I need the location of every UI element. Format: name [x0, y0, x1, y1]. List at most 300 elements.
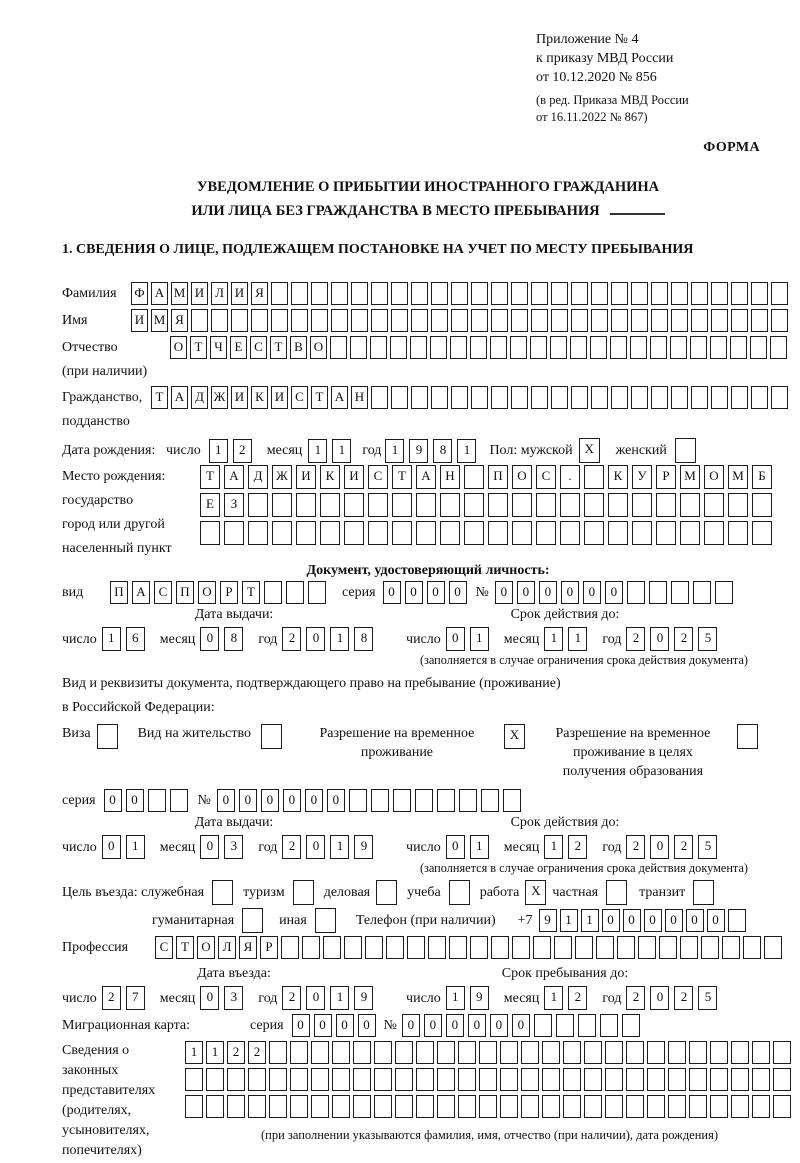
id-expiry-month-cell[interactable]: 1 [568, 627, 587, 651]
stay-issue-year-cell[interactable]: 2 [282, 835, 301, 859]
stay-series-cell[interactable] [170, 789, 188, 812]
profession-cell[interactable] [344, 936, 362, 959]
doc-number-cell[interactable] [671, 581, 689, 604]
representatives-cell[interactable] [248, 1068, 266, 1091]
birthplace-cell[interactable] [224, 521, 244, 545]
birthplace-cell[interactable]: З [224, 493, 244, 517]
given-name-cell[interactable] [231, 309, 248, 332]
visa-checkbox-cell[interactable] [97, 724, 118, 749]
given-name-cell[interactable] [331, 309, 348, 332]
surname-cell[interactable] [371, 282, 388, 305]
profession-cell[interactable] [701, 936, 719, 959]
birthplace-cell[interactable] [608, 493, 628, 517]
patronymic-cell[interactable]: Т [190, 336, 207, 359]
stay-series-cell[interactable] [148, 789, 166, 812]
phone-cell[interactable]: 0 [644, 909, 662, 932]
citizenship-cell[interactable]: С [291, 386, 308, 409]
patronymic-cell[interactable] [590, 336, 607, 359]
birth-year-cell[interactable]: 1 [385, 439, 404, 463]
surname-cell[interactable]: Л [211, 282, 228, 305]
profession-cell[interactable] [722, 936, 740, 959]
surname-cell[interactable] [491, 282, 508, 305]
birthplace-cell[interactable] [368, 521, 388, 545]
until-day-cell[interactable]: 1 [446, 986, 465, 1010]
stay-number-cell[interactable] [415, 789, 433, 812]
phone-cell[interactable]: 1 [560, 909, 578, 932]
surname-cell[interactable]: Я [251, 282, 268, 305]
patronymic-cell[interactable] [490, 336, 507, 359]
migration-card-series-cell[interactable]: 0 [358, 1014, 376, 1037]
representatives-cell[interactable] [773, 1041, 791, 1064]
citizenship-cell[interactable]: К [251, 386, 268, 409]
representatives-cell[interactable] [437, 1041, 455, 1064]
doc-type-cell[interactable]: Р [220, 581, 238, 604]
representatives-cell[interactable] [710, 1041, 728, 1064]
id-issue-year-cell[interactable]: 0 [306, 627, 325, 651]
stay-issue-day-cell[interactable]: 1 [126, 835, 145, 859]
surname-cell[interactable] [731, 282, 748, 305]
stay-number-cell[interactable] [459, 789, 477, 812]
representatives-cell[interactable] [689, 1095, 707, 1118]
representatives-cell[interactable] [752, 1068, 770, 1091]
given-name-cell[interactable] [371, 309, 388, 332]
birthplace-cell[interactable] [368, 493, 388, 517]
representatives-cell[interactable] [689, 1041, 707, 1064]
birth-day-cell[interactable]: 1 [209, 439, 228, 463]
representatives-cell[interactable] [248, 1095, 266, 1118]
purpose-study-checkbox-cell[interactable] [449, 880, 470, 905]
surname-cell[interactable] [771, 282, 788, 305]
representatives-cell[interactable] [353, 1095, 371, 1118]
profession-cell[interactable] [407, 936, 425, 959]
given-name-cell[interactable]: И [131, 309, 148, 332]
profession-cell[interactable]: Т [176, 936, 194, 959]
representatives-cell[interactable] [269, 1095, 287, 1118]
birthplace-cell[interactable] [392, 493, 412, 517]
birthplace-cell[interactable] [656, 493, 676, 517]
citizenship-cell[interactable] [571, 386, 588, 409]
given-name-cell[interactable] [291, 309, 308, 332]
profession-cell[interactable] [491, 936, 509, 959]
birthplace-cell[interactable]: Ж [272, 465, 292, 489]
profession-cell[interactable] [743, 936, 761, 959]
purpose-work-checkbox-cell[interactable]: X [525, 880, 546, 905]
surname-cell[interactable] [431, 282, 448, 305]
entry-day-cell[interactable]: 2 [102, 986, 121, 1010]
doc-number-cell[interactable]: 0 [517, 581, 535, 604]
stay-number-cell[interactable]: 0 [261, 789, 279, 812]
birthplace-cell[interactable] [536, 521, 556, 545]
citizenship-cell[interactable] [671, 386, 688, 409]
patronymic-cell[interactable] [730, 336, 747, 359]
surname-cell[interactable] [631, 282, 648, 305]
stay-number-cell[interactable]: 0 [305, 789, 323, 812]
purpose-private-checkbox-cell[interactable] [606, 880, 627, 905]
stay-number-cell[interactable]: 0 [217, 789, 235, 812]
given-name-cell[interactable] [431, 309, 448, 332]
migration-card-number-cell[interactable] [556, 1014, 574, 1037]
doc-number-cell[interactable]: 0 [561, 581, 579, 604]
birthplace-cell[interactable] [584, 465, 604, 489]
profession-cell[interactable] [323, 936, 341, 959]
purpose-tourism-checkbox-cell[interactable] [293, 880, 314, 905]
citizenship-cell[interactable]: Ж [211, 386, 228, 409]
representatives-cell[interactable] [605, 1095, 623, 1118]
representatives-cell[interactable] [710, 1095, 728, 1118]
representatives-cell[interactable] [395, 1068, 413, 1091]
stay-issue-year-cell[interactable]: 9 [354, 835, 373, 859]
patronymic-cell[interactable] [510, 336, 527, 359]
profession-cell[interactable]: С [155, 936, 173, 959]
phone-cell[interactable] [728, 909, 746, 932]
given-name-cell[interactable] [751, 309, 768, 332]
birth-day-cell[interactable]: 2 [233, 439, 252, 463]
birthplace-cell[interactable] [656, 521, 676, 545]
birthplace-cell[interactable]: И [344, 465, 364, 489]
migration-card-series-cell[interactable]: 0 [336, 1014, 354, 1037]
until-year-cell[interactable]: 5 [698, 986, 717, 1010]
birthplace-cell[interactable]: К [608, 465, 628, 489]
phone-cell[interactable]: 0 [686, 909, 704, 932]
citizenship-cell[interactable] [371, 386, 388, 409]
profession-cell[interactable] [575, 936, 593, 959]
representatives-cell[interactable] [584, 1095, 602, 1118]
citizenship-cell[interactable] [711, 386, 728, 409]
citizenship-cell[interactable] [631, 386, 648, 409]
representatives-cell[interactable] [647, 1095, 665, 1118]
given-name-cell[interactable]: Я [171, 309, 188, 332]
id-issue-year-cell[interactable]: 1 [330, 627, 349, 651]
until-month-cell[interactable]: 2 [568, 986, 587, 1010]
stay-issue-year-cell[interactable]: 1 [330, 835, 349, 859]
id-expiry-day-cell[interactable]: 0 [446, 627, 465, 651]
citizenship-cell[interactable] [591, 386, 608, 409]
citizenship-cell[interactable]: Т [151, 386, 168, 409]
stay-series-cell[interactable]: 0 [104, 789, 122, 812]
representatives-cell[interactable] [479, 1095, 497, 1118]
representatives-cell[interactable] [227, 1095, 245, 1118]
citizenship-cell[interactable] [431, 386, 448, 409]
surname-cell[interactable]: А [151, 282, 168, 305]
doc-number-cell[interactable] [715, 581, 733, 604]
doc-type-cell[interactable] [264, 581, 282, 604]
birthplace-cell[interactable]: И [296, 465, 316, 489]
surname-cell[interactable] [591, 282, 608, 305]
doc-series-cell[interactable]: 0 [383, 581, 401, 604]
doc-series-cell[interactable]: 0 [427, 581, 445, 604]
id-issue-year-cell[interactable]: 8 [354, 627, 373, 651]
representatives-cell[interactable] [290, 1068, 308, 1091]
given-name-cell[interactable] [771, 309, 788, 332]
birthplace-cell[interactable] [560, 521, 580, 545]
until-day-cell[interactable]: 9 [470, 986, 489, 1010]
representatives-cell[interactable] [374, 1068, 392, 1091]
given-name-cell[interactable] [731, 309, 748, 332]
doc-number-cell[interactable] [627, 581, 645, 604]
given-name-cell[interactable] [491, 309, 508, 332]
birthplace-cell[interactable] [488, 493, 508, 517]
patronymic-cell[interactable] [410, 336, 427, 359]
representatives-cell[interactable] [542, 1041, 560, 1064]
representatives-cell[interactable]: 1 [206, 1041, 224, 1064]
birthplace-cell[interactable]: Д [248, 465, 268, 489]
representatives-cell[interactable] [521, 1095, 539, 1118]
profession-cell[interactable] [449, 936, 467, 959]
surname-cell[interactable] [611, 282, 628, 305]
surname-cell[interactable] [551, 282, 568, 305]
birthplace-cell[interactable]: Б [752, 465, 772, 489]
given-name-cell[interactable] [671, 309, 688, 332]
birthplace-cell[interactable]: Е [200, 493, 220, 517]
profession-cell[interactable] [470, 936, 488, 959]
birthplace-cell[interactable] [464, 521, 484, 545]
citizenship-cell[interactable] [551, 386, 568, 409]
birthplace-cell[interactable] [608, 521, 628, 545]
stay-number-cell[interactable] [393, 789, 411, 812]
given-name-cell[interactable] [711, 309, 728, 332]
profession-cell[interactable] [533, 936, 551, 959]
patronymic-cell[interactable]: С [250, 336, 267, 359]
birthplace-cell[interactable] [440, 521, 460, 545]
doc-number-cell[interactable]: 0 [539, 581, 557, 604]
birth-year-cell[interactable]: 8 [433, 439, 452, 463]
birthplace-cell[interactable] [200, 521, 220, 545]
representatives-cell[interactable] [710, 1068, 728, 1091]
id-expiry-year-cell[interactable]: 5 [698, 627, 717, 651]
given-name-cell[interactable] [551, 309, 568, 332]
birthplace-cell[interactable] [320, 521, 340, 545]
profession-cell[interactable] [512, 936, 530, 959]
stay-expiry-day-cell[interactable]: 1 [470, 835, 489, 859]
stay-number-cell[interactable] [371, 789, 389, 812]
representatives-cell[interactable] [521, 1041, 539, 1064]
birthplace-cell[interactable] [416, 493, 436, 517]
surname-cell[interactable] [331, 282, 348, 305]
birthplace-cell[interactable] [632, 521, 652, 545]
birthplace-cell[interactable]: А [416, 465, 436, 489]
profession-cell[interactable] [596, 936, 614, 959]
patronymic-cell[interactable] [710, 336, 727, 359]
patronymic-cell[interactable] [630, 336, 647, 359]
representatives-cell[interactable] [605, 1068, 623, 1091]
representatives-cell[interactable] [311, 1041, 329, 1064]
surname-cell[interactable] [651, 282, 668, 305]
surname-cell[interactable] [451, 282, 468, 305]
patronymic-cell[interactable]: Т [270, 336, 287, 359]
representatives-cell[interactable] [500, 1041, 518, 1064]
migration-card-number-cell[interactable] [578, 1014, 596, 1037]
birth-month-cell[interactable]: 1 [308, 439, 327, 463]
birthplace-cell[interactable] [704, 493, 724, 517]
doc-series-cell[interactable]: 0 [449, 581, 467, 604]
representatives-cell[interactable] [332, 1041, 350, 1064]
representatives-cell[interactable] [227, 1068, 245, 1091]
given-name-cell[interactable] [271, 309, 288, 332]
stay-number-cell[interactable]: 0 [239, 789, 257, 812]
birthplace-cell[interactable] [680, 493, 700, 517]
representatives-cell[interactable] [353, 1068, 371, 1091]
profession-cell[interactable] [365, 936, 383, 959]
representatives-cell[interactable] [458, 1068, 476, 1091]
representatives-cell[interactable] [668, 1068, 686, 1091]
birthplace-cell[interactable]: . [560, 465, 580, 489]
stay-expiry-day-cell[interactable]: 0 [446, 835, 465, 859]
representatives-cell[interactable] [458, 1095, 476, 1118]
id-issue-year-cell[interactable]: 2 [282, 627, 301, 651]
surname-cell[interactable] [751, 282, 768, 305]
doc-type-cell[interactable] [308, 581, 326, 604]
id-expiry-year-cell[interactable]: 2 [626, 627, 645, 651]
given-name-cell[interactable] [691, 309, 708, 332]
citizenship-cell[interactable] [651, 386, 668, 409]
stay-number-cell[interactable]: 0 [327, 789, 345, 812]
profession-cell[interactable] [659, 936, 677, 959]
birthplace-cell[interactable] [392, 521, 412, 545]
representatives-cell[interactable] [668, 1095, 686, 1118]
patronymic-cell[interactable] [470, 336, 487, 359]
citizenship-cell[interactable]: А [171, 386, 188, 409]
patronymic-cell[interactable] [430, 336, 447, 359]
birthplace-cell[interactable] [248, 521, 268, 545]
until-year-cell[interactable]: 2 [674, 986, 693, 1010]
given-name-cell[interactable]: М [151, 309, 168, 332]
profession-cell[interactable]: Р [260, 936, 278, 959]
given-name-cell[interactable] [351, 309, 368, 332]
stay-issue-month-cell[interactable]: 3 [224, 835, 243, 859]
stay-number-cell[interactable] [481, 789, 499, 812]
representatives-cell[interactable] [626, 1095, 644, 1118]
migration-card-number-cell[interactable]: 0 [468, 1014, 486, 1037]
profession-cell[interactable] [554, 936, 572, 959]
doc-type-cell[interactable]: О [198, 581, 216, 604]
birthplace-cell[interactable] [512, 493, 532, 517]
stay-number-cell[interactable]: 0 [283, 789, 301, 812]
surname-cell[interactable] [511, 282, 528, 305]
patronymic-cell[interactable] [670, 336, 687, 359]
representatives-cell[interactable] [626, 1068, 644, 1091]
birthplace-cell[interactable] [728, 493, 748, 517]
representatives-cell[interactable] [773, 1095, 791, 1118]
doc-type-cell[interactable] [286, 581, 304, 604]
birthplace-cell[interactable]: Т [200, 465, 220, 489]
citizenship-cell[interactable] [691, 386, 708, 409]
given-name-cell[interactable] [651, 309, 668, 332]
birthplace-cell[interactable] [584, 493, 604, 517]
representatives-cell[interactable] [731, 1041, 749, 1064]
representatives-cell[interactable] [563, 1041, 581, 1064]
given-name-cell[interactable] [471, 309, 488, 332]
representatives-cell[interactable] [773, 1068, 791, 1091]
birthplace-cell[interactable] [680, 521, 700, 545]
representatives-cell[interactable] [563, 1095, 581, 1118]
birthplace-cell[interactable] [344, 521, 364, 545]
birthplace-cell[interactable]: Р [656, 465, 676, 489]
patronymic-cell[interactable]: О [170, 336, 187, 359]
representatives-cell[interactable] [479, 1068, 497, 1091]
migration-card-series-cell[interactable]: 0 [292, 1014, 310, 1037]
given-name-cell[interactable] [311, 309, 328, 332]
until-year-cell[interactable]: 2 [626, 986, 645, 1010]
representatives-cell[interactable] [332, 1068, 350, 1091]
patronymic-cell[interactable] [370, 336, 387, 359]
profession-cell[interactable]: Л [218, 936, 236, 959]
representatives-cell[interactable] [437, 1068, 455, 1091]
birthplace-cell[interactable] [248, 493, 268, 517]
profession-cell[interactable] [764, 936, 782, 959]
birthplace-cell[interactable] [296, 493, 316, 517]
representatives-cell[interactable] [185, 1095, 203, 1118]
temp-residence-checkbox-cell[interactable]: X [504, 724, 525, 749]
surname-cell[interactable]: Ф [131, 282, 148, 305]
representatives-cell[interactable]: 2 [248, 1041, 266, 1064]
profession-cell[interactable]: О [197, 936, 215, 959]
phone-cell[interactable]: 0 [623, 909, 641, 932]
doc-type-cell[interactable]: А [132, 581, 150, 604]
representatives-cell[interactable] [731, 1068, 749, 1091]
birthplace-cell[interactable] [272, 493, 292, 517]
doc-type-cell[interactable]: С [154, 581, 172, 604]
patronymic-cell[interactable] [390, 336, 407, 359]
citizenship-cell[interactable] [771, 386, 788, 409]
citizenship-cell[interactable]: И [271, 386, 288, 409]
representatives-cell[interactable] [479, 1041, 497, 1064]
birthplace-cell[interactable]: С [536, 465, 556, 489]
representatives-cell[interactable] [395, 1041, 413, 1064]
given-name-cell[interactable] [511, 309, 528, 332]
birthplace-cell[interactable] [488, 521, 508, 545]
surname-cell[interactable] [311, 282, 328, 305]
representatives-cell[interactable] [584, 1041, 602, 1064]
given-name-cell[interactable] [571, 309, 588, 332]
id-issue-day-cell[interactable]: 6 [126, 627, 145, 651]
citizenship-cell[interactable]: А [331, 386, 348, 409]
birthplace-cell[interactable] [416, 521, 436, 545]
stay-issue-day-cell[interactable]: 0 [102, 835, 121, 859]
profession-cell[interactable] [638, 936, 656, 959]
doc-number-cell[interactable] [649, 581, 667, 604]
birthplace-cell[interactable]: М [680, 465, 700, 489]
migration-card-number-cell[interactable]: 0 [446, 1014, 464, 1037]
id-expiry-month-cell[interactable]: 1 [544, 627, 563, 651]
profession-cell[interactable] [386, 936, 404, 959]
migration-card-number-cell[interactable]: 0 [512, 1014, 530, 1037]
birthplace-cell[interactable]: О [704, 465, 724, 489]
birthplace-cell[interactable] [272, 521, 292, 545]
citizenship-cell[interactable] [611, 386, 628, 409]
citizenship-cell[interactable] [471, 386, 488, 409]
birthplace-cell[interactable] [728, 521, 748, 545]
birthplace-cell[interactable]: М [728, 465, 748, 489]
id-expiry-year-cell[interactable]: 0 [650, 627, 669, 651]
birthplace-cell[interactable]: Н [440, 465, 460, 489]
birthplace-cell[interactable] [464, 493, 484, 517]
patronymic-cell[interactable] [770, 336, 787, 359]
stay-expiry-month-cell[interactable]: 1 [544, 835, 563, 859]
doc-type-cell[interactable]: П [176, 581, 194, 604]
citizenship-cell[interactable]: Т [311, 386, 328, 409]
representatives-cell[interactable] [500, 1068, 518, 1091]
surname-cell[interactable] [291, 282, 308, 305]
birthplace-cell[interactable] [440, 493, 460, 517]
surname-cell[interactable]: И [191, 282, 208, 305]
stay-expiry-year-cell[interactable]: 5 [698, 835, 717, 859]
representatives-cell[interactable] [752, 1095, 770, 1118]
purpose-other-checkbox-cell[interactable] [315, 908, 336, 933]
birthplace-cell[interactable] [584, 521, 604, 545]
surname-cell[interactable] [711, 282, 728, 305]
birthplace-cell[interactable] [752, 493, 772, 517]
patronymic-cell[interactable] [450, 336, 467, 359]
